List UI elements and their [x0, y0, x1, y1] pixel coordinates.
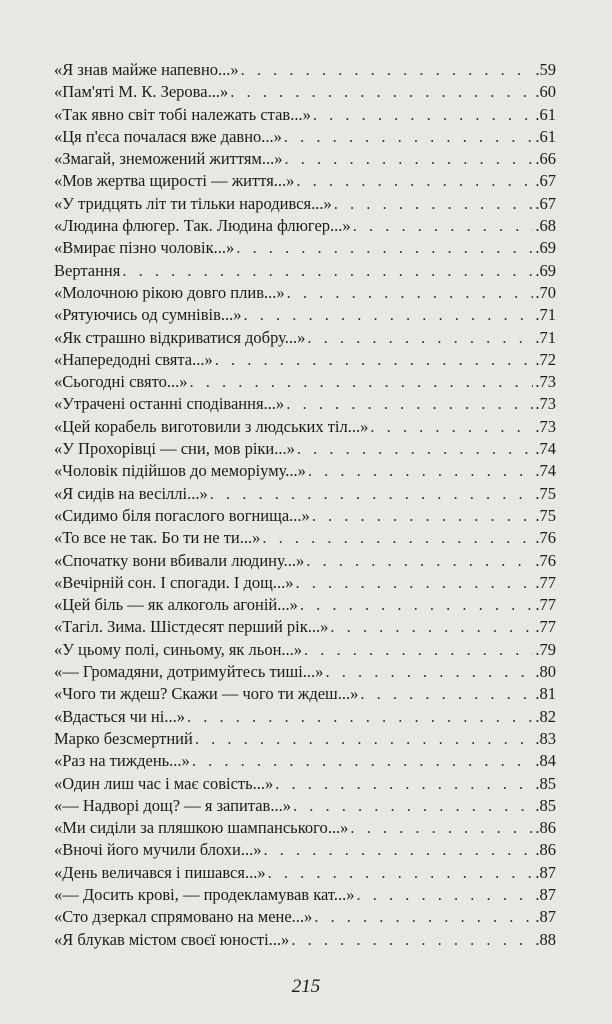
table-of-contents	[54, 59, 556, 951]
dot-leader	[189, 371, 533, 393]
toc-entry	[54, 594, 556, 616]
toc-entry	[54, 371, 556, 393]
toc-title: «Змагай, знеможений життям...»	[54, 149, 283, 169]
toc-page: .72	[535, 349, 556, 369]
toc-entry	[54, 282, 556, 304]
toc-title: «Молочною рікою довго плив...»	[54, 282, 285, 302]
toc-page: .70	[535, 282, 556, 302]
dot-leader	[192, 750, 534, 772]
toc-title: «Як страшно відкриватися добру...»	[54, 327, 306, 347]
toc-title: «Я знав майже напевно...»	[54, 60, 239, 79]
toc-title: «Цей біль — як алкоголь агоній...»	[54, 595, 298, 615]
toc-entry	[54, 237, 556, 259]
toc-title: «У цьому полі, синьому, як льон...»	[54, 639, 303, 659]
toc-page: .82	[535, 706, 556, 726]
toc-page: .88	[535, 929, 556, 949]
toc-title: «— Громадяни, дотримуйтесь тиші...»	[54, 662, 324, 682]
toc-entry	[54, 550, 556, 572]
dot-leader	[210, 483, 534, 505]
dot-leader	[241, 59, 534, 81]
toc-page: .83	[535, 728, 556, 748]
toc-entry	[54, 170, 556, 192]
toc-entry	[54, 884, 556, 906]
toc-entry	[54, 126, 556, 148]
toc-page: .71	[535, 327, 556, 347]
toc-title: «Напередодні свята...»	[54, 349, 213, 369]
toc-page: .67	[535, 171, 556, 191]
toc-title: «Вдасться чи ні...»	[54, 706, 185, 726]
toc-title: «У Прохорівці — сни, мов ріки...»	[54, 439, 295, 459]
toc-title: «То все не так. Бо ти не ти...»	[54, 528, 261, 548]
toc-title: «День величався і пишався...»	[54, 862, 266, 882]
toc-entry	[54, 616, 556, 638]
toc-page: .68	[535, 216, 556, 236]
dot-leader	[244, 304, 534, 326]
toc-title: «Один лиш час і має совість...»	[54, 773, 274, 793]
toc-title: «Чоловік підійшов до меморіуму...»	[54, 461, 306, 481]
toc-entry	[54, 795, 556, 817]
toc-entry	[54, 81, 556, 103]
toc-title: «Пам'яті М. К. Зерова...»	[54, 82, 229, 102]
toc-entry	[54, 460, 556, 482]
toc-entry	[54, 148, 556, 170]
toc-page: .76	[535, 550, 556, 570]
toc-page: .74	[535, 439, 556, 459]
toc-page: .77	[535, 572, 556, 592]
dot-leader	[264, 839, 534, 861]
dot-leader	[300, 594, 534, 616]
toc-page: .74	[535, 461, 556, 481]
toc-title: «— Надворі дощ? — я запитав...»	[54, 795, 291, 815]
toc-title: «Вечірній сон. І спогади. І дощ...»	[54, 572, 294, 592]
toc-page: .73	[535, 372, 556, 392]
dot-leader	[275, 773, 533, 795]
toc-entry	[54, 639, 556, 661]
toc-entry	[54, 839, 556, 861]
toc-entry	[54, 59, 556, 81]
toc-page: .73	[535, 416, 556, 436]
toc-title: «Сьогодні свято...»	[54, 372, 188, 392]
toc-page: .76	[535, 528, 556, 548]
toc-entry	[54, 773, 556, 795]
page-number: 215	[291, 976, 321, 997]
toc-entry	[54, 706, 556, 728]
toc-page: .66	[535, 149, 556, 169]
toc-title: «Рятуючись од сумнівів...»	[54, 305, 242, 325]
toc-page: .87	[535, 907, 556, 927]
toc-title: «Тагіл. Зима. Шістдесят перший рік...»	[54, 617, 329, 637]
toc-page: .87	[535, 862, 556, 882]
toc-page: .85	[535, 773, 556, 793]
dot-leader	[287, 282, 534, 304]
dot-leader	[236, 237, 533, 259]
toc-title: «Спочатку вони вбивали людину...»	[54, 550, 305, 570]
toc-page: .87	[535, 884, 556, 904]
toc-title: «Чого ти ждеш? Скажи — чого ти ждеш...»	[54, 684, 359, 704]
toc-page: .73	[535, 394, 556, 414]
dot-leader	[325, 661, 533, 683]
dot-leader	[304, 639, 533, 661]
toc-title: «Вмирає пізно чоловік...»	[54, 238, 235, 258]
toc-entry	[54, 750, 556, 772]
dot-leader	[230, 81, 533, 103]
dot-leader	[122, 260, 533, 282]
toc-entry	[54, 505, 556, 527]
toc-entry	[54, 393, 556, 415]
toc-page: .71	[535, 305, 556, 325]
dot-leader	[296, 170, 533, 192]
dot-leader	[306, 550, 533, 572]
dot-leader	[312, 505, 534, 527]
dot-leader	[314, 906, 533, 928]
toc-page: .77	[535, 617, 556, 637]
toc-title: «Цей корабель виготовили з людських тіл...»	[54, 416, 369, 436]
toc-page: .75	[535, 483, 556, 503]
toc-page: .67	[535, 193, 556, 213]
dot-leader	[285, 148, 534, 170]
toc-entry	[54, 193, 556, 215]
toc-page: .85	[535, 795, 556, 815]
toc-title: «Я блукав містом своєї юності...»	[54, 929, 290, 949]
toc-entry	[54, 215, 556, 237]
toc-title: «Сидимо біля погаслого вогнища...»	[54, 505, 310, 525]
dot-leader	[286, 393, 533, 415]
dot-leader	[356, 884, 533, 906]
dot-leader	[334, 193, 534, 215]
toc-page: .84	[535, 751, 556, 771]
dot-leader	[308, 460, 534, 482]
toc-title: «Вночі його мучили блохи...»	[54, 840, 262, 860]
toc-entry	[54, 260, 556, 282]
dot-leader	[268, 862, 534, 884]
toc-page: .77	[535, 595, 556, 615]
toc-entry	[54, 572, 556, 594]
dot-leader	[195, 728, 534, 750]
toc-page: .69	[535, 260, 556, 280]
toc-page: .86	[535, 840, 556, 860]
toc-entry	[54, 906, 556, 928]
toc-page: .79	[535, 639, 556, 659]
toc-title: «Раз на тиждень...»	[54, 751, 190, 771]
toc-title: «Людина флюгер. Так. Людина флюгер...»	[54, 216, 351, 236]
toc-page: .81	[535, 684, 556, 704]
dot-leader	[370, 416, 533, 438]
toc-page: .75	[535, 505, 556, 525]
toc-entry	[54, 929, 556, 951]
toc-page: .86	[535, 818, 556, 838]
toc-page: .60	[535, 82, 556, 102]
dot-leader	[350, 817, 533, 839]
toc-entry	[54, 527, 556, 549]
toc-title: Вертання	[54, 260, 121, 280]
toc-title: «Так явно світ тобі належать став...»	[54, 104, 311, 124]
toc-entry	[54, 104, 556, 126]
toc-entry	[54, 327, 556, 349]
toc-page: .69	[535, 238, 556, 258]
toc-page: .61	[535, 104, 556, 124]
toc-entry	[54, 683, 556, 705]
toc-title: «Ця п'єса почалася вже давно...»	[54, 126, 282, 146]
toc-page: .80	[535, 662, 556, 682]
toc-title: «Я сидів на весіллі...»	[54, 483, 208, 503]
dot-leader	[291, 929, 533, 951]
toc-title: «Сто дзеркал спрямовано на мене...»	[54, 907, 313, 927]
dot-leader	[313, 104, 534, 126]
dot-leader	[330, 616, 533, 638]
toc-entry	[54, 862, 556, 884]
dot-leader	[293, 795, 533, 817]
dot-leader	[353, 215, 534, 237]
toc-entry	[54, 416, 556, 438]
toc-page: .61	[535, 126, 556, 146]
toc-entry	[54, 661, 556, 683]
toc-entry	[54, 349, 556, 371]
toc-page: .59	[535, 60, 556, 79]
toc-entry	[54, 728, 556, 750]
dot-leader	[296, 572, 534, 594]
dot-leader	[215, 349, 534, 371]
toc-entry	[54, 817, 556, 839]
toc-title: «Утрачені останні сподівання...»	[54, 394, 285, 414]
dot-leader	[262, 527, 533, 549]
toc-title: «Ми сиділи за пляшкою шампанського...»	[54, 818, 349, 838]
dot-leader	[307, 327, 533, 349]
toc-entry	[54, 304, 556, 326]
toc-title: «— Досить крові, — продекламував кат...»	[54, 884, 355, 904]
toc-entry	[54, 483, 556, 505]
toc-title: Марко безсмертний	[54, 728, 193, 748]
dot-leader	[284, 126, 533, 148]
toc-title: «Мов жертва щирості — життя...»	[54, 171, 295, 191]
dot-leader	[187, 706, 533, 728]
dot-leader	[360, 683, 533, 705]
dot-leader	[297, 438, 534, 460]
toc-title: «У тридцять літ ти тільки народився...»	[54, 193, 332, 213]
toc-entry	[54, 438, 556, 460]
